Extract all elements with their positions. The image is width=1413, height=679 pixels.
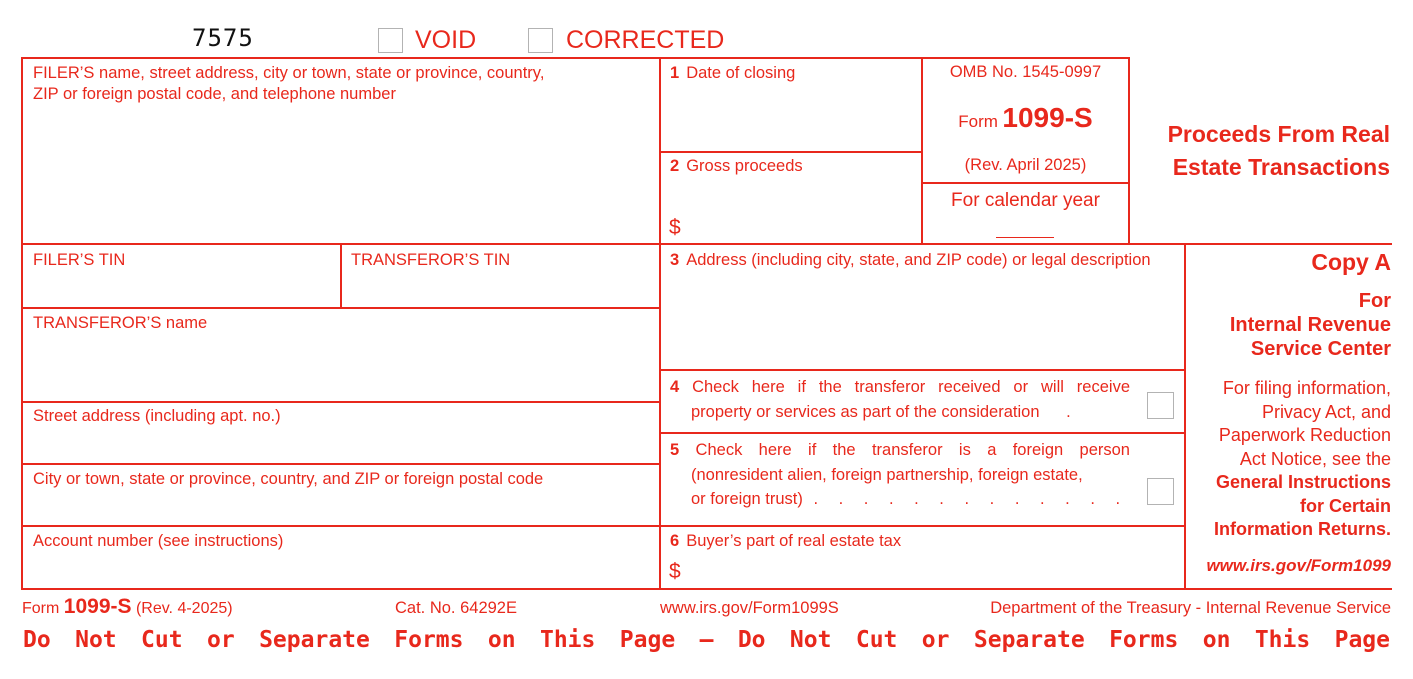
irs-center-heading: For Internal Revenue Service Center (1229, 290, 1391, 360)
city-field[interactable] (23, 491, 659, 525)
form-revision: (Rev. April 2025) (964, 156, 1087, 174)
box3-label: 3 Address (including city, state, and ZIP code) or legal description (670, 251, 1151, 269)
do-not-cut-warning: Do Not Cut or Separate Forms on This Page — Do Not Cut or Separate Forms on This Page (23, 627, 1390, 653)
buyer-real-estate-tax-field[interactable] (690, 555, 1184, 588)
account-number-field[interactable] (23, 553, 659, 588)
box6-label: 6 Buyer’s part of real estate tax (670, 532, 902, 550)
transferor-name-field[interactable] (23, 336, 659, 401)
box5-label: 5 Check here if the transferor is a foreign person (nonresident alien, foreign partnership, foreign estate, or foreign trust) . . . . . . . . . . . . . (670, 441, 1130, 508)
gross-proceeds-field[interactable] (690, 180, 921, 242)
box2-label: 2 Gross proceeds (670, 157, 803, 175)
transferor-name-label: TRANSFEROR’S name (33, 314, 208, 332)
filer-tin-label: FILER’S TIN (33, 251, 126, 269)
calendar-year-field[interactable] (996, 220, 1054, 238)
street-address-field[interactable] (23, 428, 659, 463)
irs-form-link[interactable]: www.irs.gov/Form1099 (1206, 556, 1391, 575)
footer-url[interactable]: www.irs.gov/Form1099S (660, 599, 839, 617)
box4-label: 4 Check here if the transferor received or will receive property or services as part of the consideration . (670, 378, 1130, 421)
filer-tin-field[interactable] (23, 272, 340, 307)
property-address-field[interactable] (661, 273, 1184, 369)
transferor-tin-label: TRANSFEROR’S TIN (351, 251, 511, 269)
footer-department: Department of the Treasury - Internal Revenue Service (990, 599, 1391, 617)
account-number-label: Account number (see instructions) (33, 532, 284, 550)
date-of-closing-field[interactable] (661, 86, 921, 151)
box1-label: 1 Date of closing (670, 64, 796, 82)
footer-cat-number: Cat. No. 64292E (395, 599, 517, 617)
box4-checkbox[interactable] (1147, 392, 1174, 419)
box6-currency: $ (669, 560, 681, 583)
filer-info-field[interactable] (23, 106, 659, 243)
form-heading: Proceeds From Real Estate Transactions (1167, 121, 1390, 180)
calendar-year-label: For calendar year (951, 190, 1100, 211)
box5-checkbox[interactable] (1147, 478, 1174, 505)
filing-info-text: For filing information, Privacy Act, and Paperwork Reduction Act Notice, see the General Instructions for Certain Information Returns. (1213, 378, 1391, 539)
street-address-label: Street address (including apt. no.) (33, 407, 281, 425)
corrected-checkbox[interactable] (528, 28, 553, 53)
gross-proceeds-currency: $ (669, 216, 681, 239)
void-checkbox[interactable] (378, 28, 403, 53)
omb-number: OMB No. 1545-0997 (949, 63, 1102, 81)
form-title: Form 1099-S (958, 102, 1093, 133)
footer-form-title: Form 1099-S (Rev. 4-2025) (22, 595, 233, 618)
copy-a-label: Copy A (1311, 249, 1391, 275)
transferor-tin-field[interactable] (342, 272, 659, 307)
corrected-label: CORRECTED (566, 26, 725, 54)
void-label: VOID (415, 26, 477, 54)
city-label: City or town, state or province, country, and ZIP or foreign postal code (33, 470, 544, 488)
filer-info-label: FILER’S name, street address, city or town, state or province, country, ZIP or foreign postal code, and telephone number (33, 64, 545, 103)
form-code: 7575 (192, 24, 254, 52)
